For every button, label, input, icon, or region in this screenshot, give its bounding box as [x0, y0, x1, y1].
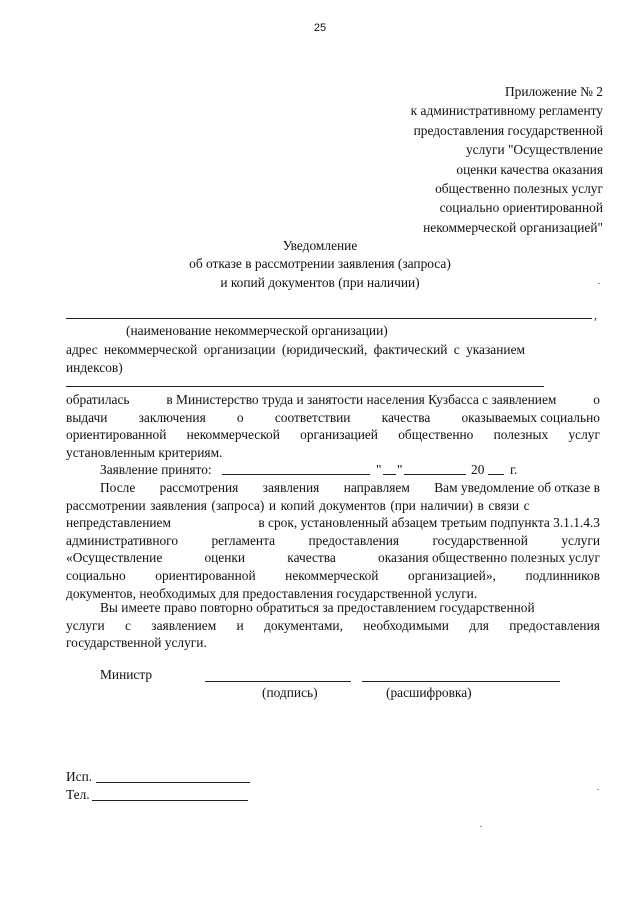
- text-fragment: организацией»,: [408, 567, 496, 583]
- appendix-line: предоставления государственной: [413, 122, 603, 138]
- text-fragment: социально: [66, 567, 126, 583]
- text-fragment: рассмотрения: [159, 480, 239, 495]
- title-line: Уведомление: [282, 238, 358, 253]
- text-fragment: некоммерческой: [285, 567, 379, 583]
- received-month-line: [404, 474, 466, 475]
- text-fragment: необходимыми: [363, 617, 449, 633]
- text-fragment: «Осуществление: [66, 550, 163, 566]
- text-fragment: выдачи: [66, 409, 108, 425]
- text-fragment: в Министерство труда и занятости населения Кузбасса с заявлением: [166, 392, 557, 407]
- scan-speck: [598, 283, 600, 284]
- appendix-line: общественно полезных услуг: [435, 181, 603, 197]
- text-fragment: документами,: [264, 617, 343, 633]
- text-fragment: рассмотрении заявления (запроса) и копий документов (при наличии) в связи с: [66, 497, 530, 513]
- text-fragment: о: [236, 409, 244, 425]
- appendix-line: оценки качества оказания: [456, 161, 603, 177]
- received-year-suffix: г.: [510, 462, 518, 477]
- text-fragment: оказываемых социально: [461, 409, 600, 425]
- paragraph-line: [66, 497, 600, 515]
- appendix-line: социально ориентированной: [439, 200, 603, 216]
- address-fill-line: [66, 386, 544, 387]
- paragraph-line: [66, 514, 600, 532]
- received-year-line: [488, 474, 504, 475]
- text-fragment: заявления: [262, 480, 320, 495]
- signature-caption: (подпись): [262, 685, 318, 700]
- text-fragment: оценки: [204, 550, 246, 566]
- text-fragment: некоммерческой: [186, 427, 280, 443]
- paragraph-line: [66, 617, 600, 635]
- paragraph-line: установленным критериям.: [66, 444, 223, 460]
- text-fragment: и: [236, 617, 244, 633]
- text-fragment: общественно: [398, 427, 474, 443]
- text-fragment: оказания общественно полезных услуг: [378, 550, 600, 566]
- appendix-line: услуги "Осуществление: [465, 142, 603, 158]
- org-name-line: [66, 318, 592, 319]
- text-fragment: подлинников: [525, 567, 600, 583]
- paragraph-line: государственной услуги.: [66, 635, 207, 651]
- text-fragment: качества: [381, 409, 431, 425]
- text-fragment: заявлением: [151, 617, 217, 633]
- paragraph-line: [66, 549, 600, 567]
- paragraph-line: Вы имеете право повторно обратиться за предоставлением государственной: [100, 600, 535, 615]
- paragraph-line: [66, 426, 600, 444]
- signature-line: [205, 681, 351, 682]
- paragraph-line: документов, необходимых для предоставления государственной услуги.: [66, 585, 478, 601]
- address-line: адрес некоммерческой организации (юридический, фактический с указанием: [66, 342, 525, 357]
- paragraph-line: [66, 479, 600, 497]
- text-fragment: ориентированной: [66, 427, 167, 443]
- text-fragment: о: [593, 392, 600, 407]
- appendix-line: некоммерческой организацией": [423, 219, 603, 235]
- org-name-caption: (наименование некоммерческой организации): [126, 323, 388, 338]
- text-fragment: непредставлением: [66, 515, 171, 531]
- text-fragment: качества: [287, 550, 336, 566]
- received-day-line: [383, 474, 396, 475]
- paragraph-line: [66, 409, 600, 427]
- text-fragment: услуги: [561, 532, 600, 548]
- text-fragment: услуги: [66, 617, 105, 633]
- paragraph-line: [66, 532, 600, 550]
- repeat-paragraph: [66, 599, 600, 652]
- org-name-comma: ,: [594, 308, 597, 322]
- text-fragment: организацией: [300, 427, 378, 443]
- text-fragment: административного: [66, 532, 179, 548]
- title-line: и копий документов (при наличии): [220, 274, 420, 290]
- title-line: об отказе в рассмотрении заявления (запроса): [189, 256, 451, 272]
- signature-decode-line: [362, 681, 560, 682]
- received-quote-open: ": [376, 462, 382, 477]
- scan-speck: [480, 826, 482, 827]
- received-quote-close: ": [397, 462, 403, 477]
- text-fragment: ориентированной: [155, 567, 256, 583]
- executor-label: Исп.: [66, 769, 93, 784]
- received-label: Заявление принято:: [100, 462, 212, 477]
- page-number: 25: [313, 22, 327, 34]
- received-number-line: [222, 474, 370, 475]
- applied-paragraph: [66, 391, 600, 461]
- text-fragment: Вам уведомление об отказе в: [434, 480, 600, 495]
- address-label: [66, 341, 600, 376]
- appendix-line: Приложение № 2: [504, 84, 603, 99]
- phone-line: [92, 800, 248, 801]
- text-fragment: регламента: [211, 532, 276, 548]
- text-fragment: направляем: [343, 480, 410, 495]
- minister-label: Министр: [100, 667, 153, 682]
- text-fragment: услуг: [568, 427, 600, 443]
- phone-label: Тел.: [66, 787, 90, 802]
- text-fragment: соответствии: [274, 409, 351, 425]
- text-fragment: обратилась: [66, 392, 130, 407]
- text-fragment: полезных: [493, 427, 549, 443]
- paragraph-line: [66, 391, 600, 409]
- text-fragment: с: [125, 617, 131, 633]
- text-fragment: государственной: [432, 532, 528, 548]
- received-year-prefix: 20: [471, 462, 485, 477]
- signature-decode-caption: (расшифровка): [386, 685, 472, 700]
- executor-line: [96, 782, 250, 783]
- text-fragment: предоставления: [509, 617, 600, 633]
- appendix-line: к административному регламенту: [410, 103, 603, 119]
- document-title: [0, 237, 640, 292]
- text-fragment: для: [469, 617, 489, 633]
- text-fragment: заключения: [138, 409, 206, 425]
- text-fragment: в срок, установленный абзацем третьим подпункта 3.1.1.4.3: [258, 515, 600, 531]
- paragraph-line: [66, 567, 600, 585]
- text-fragment: После: [100, 480, 136, 495]
- text-fragment: предоставления: [308, 532, 400, 548]
- scan-speck: [597, 789, 599, 790]
- address-line: индексов): [66, 359, 123, 375]
- appendix-header: [343, 82, 603, 237]
- refusal-paragraph: [66, 479, 600, 602]
